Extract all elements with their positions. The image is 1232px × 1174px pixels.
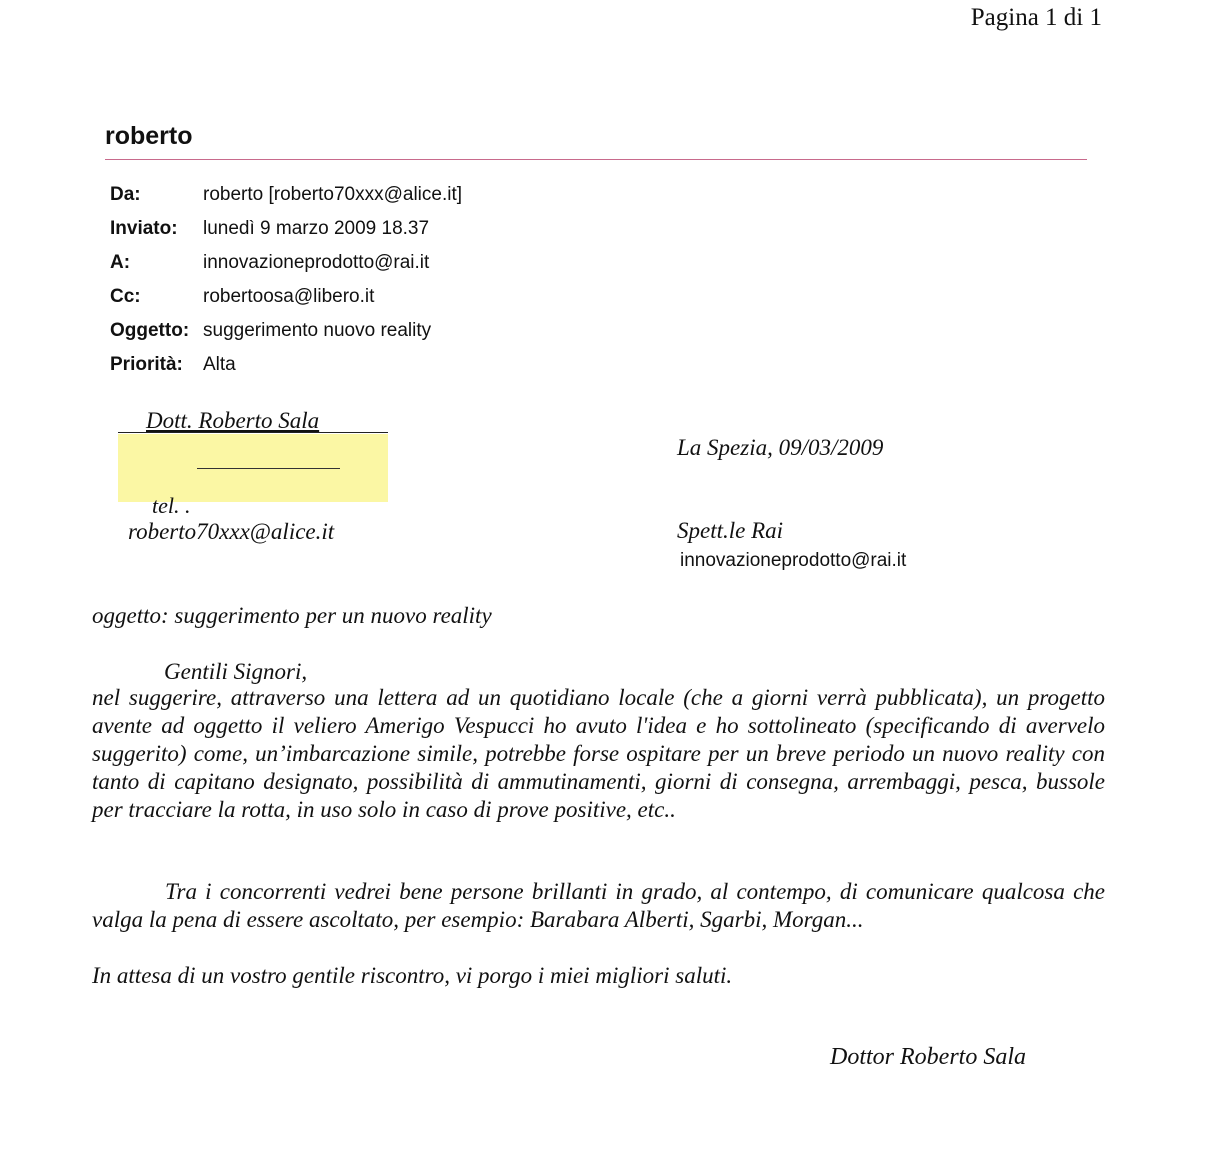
- redacted-line: [197, 468, 340, 469]
- letter-paragraph: Tra i concorrenti vedrei bene persone brillanti in grado, al contempo, di comunicare qualcosa che valga la pena di essere ascoltato, per esempio: Barabara Alberti, Sgarbi, Morgan...: [92, 879, 1105, 932]
- letterhead-rule: [118, 432, 388, 433]
- letter-paragraph: In attesa di un vostro gentile riscontro, vi porgo i miei migliori saluti.: [92, 963, 733, 988]
- letter-sender-tel: tel. .: [152, 493, 191, 518]
- header-label-subject: Oggetto:: [110, 320, 190, 341]
- letter-sender-email: roberto70xxx@alice.it: [128, 519, 335, 544]
- letter-closing-signature: Dottor Roberto Sala: [830, 1044, 1026, 1070]
- letter-recipient: Spett.le Rai: [677, 518, 784, 543]
- header-value-to: innovazioneprodotto@rai.it: [203, 252, 430, 273]
- letter-subject: oggetto: suggerimento per un nuovo reality: [92, 603, 492, 628]
- email-sender-heading: roberto: [105, 122, 193, 150]
- letter-place-date: La Spezia, 09/03/2009: [677, 435, 884, 460]
- letter-paragraph: nel suggerire, attraverso una lettera ad un quotidiano locale (che a giorni verrà pubblicata), un progetto avente ad oggetto il veliero Amerigo Vespucci ho avuto l'idea e ho sottolineato (specificando di avervelo suggerito) come, un’imbarcazione simile, potrebbe forse ospitare per un breve periodo un nuovo reality con tanto di capitano designato, possibilità di ammutinamenti, giorni di consegna, arrembaggi, pesca, bussole per tracciare la rotta, in uso solo in caso di prove positive, etc..: [92, 685, 1105, 822]
- header-value-sent: lunedì 9 marzo 2009 18.37: [203, 218, 430, 239]
- header-value-from: roberto [roberto70xxx@alice.it]: [203, 184, 463, 205]
- letter-recipient-email: innovazioneprodotto@rai.it: [680, 550, 907, 571]
- header-label-cc: Cc:: [110, 286, 141, 307]
- header-divider: [105, 159, 1087, 160]
- header-label-sent: Inviato:: [110, 218, 178, 239]
- header-label-to: A:: [110, 252, 131, 273]
- page-number: Pagina 1 di 1: [970, 4, 1102, 31]
- header-label-priority: Priorità:: [110, 354, 183, 375]
- header-value-subject: suggerimento nuovo reality: [203, 320, 432, 341]
- letter-salutation: Gentili Signori,: [164, 659, 308, 684]
- header-value-cc: robertoosa@libero.it: [203, 286, 375, 307]
- header-value-priority: Alta: [203, 354, 236, 375]
- letter-sender-name: Dott. Roberto Sala: [146, 408, 320, 433]
- header-label-from: Da:: [110, 184, 141, 205]
